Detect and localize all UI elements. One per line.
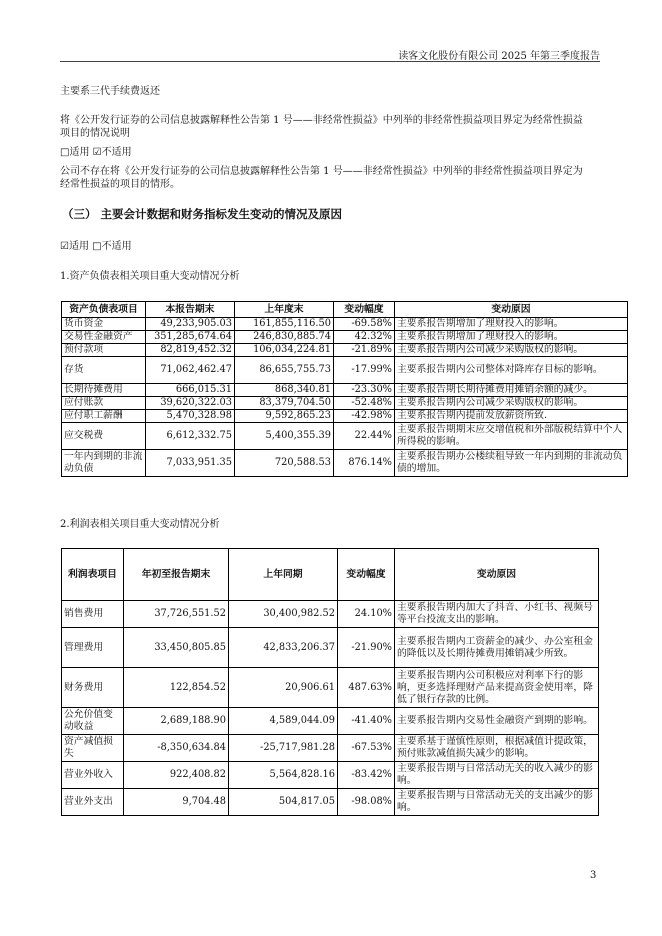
prior-value: -25,717,981.28 xyxy=(229,735,338,762)
current-value: -8,350,634.84 xyxy=(124,735,229,762)
balance-caption: 1.资产负债表相关项目重大变动情况分析 xyxy=(60,271,240,282)
column-header: 年初至报告期末 xyxy=(124,549,229,601)
change-pct: 22.44% xyxy=(334,423,395,450)
prior-value: 868,340.81 xyxy=(235,384,334,397)
table-row xyxy=(62,410,628,423)
table-row xyxy=(62,331,628,344)
item-name: 应付职工薪酬 xyxy=(62,410,146,423)
page-number: 3 xyxy=(590,870,597,881)
current-value: 7,033,951.35 xyxy=(146,450,235,477)
item-name: 营业外支出 xyxy=(62,789,124,816)
table-row xyxy=(62,423,628,450)
item-name: 一年内到期的非流动负债 xyxy=(62,450,146,477)
item-name: 营业外收入 xyxy=(62,762,124,789)
change-pct: -42.98% xyxy=(334,410,395,423)
change-reason: 主要系报告期内交易性金融资产到期的影响。 xyxy=(395,708,599,735)
column-header: 变动原因 xyxy=(395,549,599,601)
change-reason: 主要系报告期与日常活动无关的收入减少的影响。 xyxy=(395,762,599,789)
column-header: 变动幅度 xyxy=(338,549,395,601)
current-value: 9,704.48 xyxy=(124,789,229,816)
prior-value: 504,817.05 xyxy=(229,789,338,816)
current-value: 922,408.82 xyxy=(124,762,229,789)
prior-value: 5,564,828.16 xyxy=(229,762,338,789)
item-name: 资产减值损失 xyxy=(62,735,124,762)
table-row xyxy=(62,344,628,357)
table-row xyxy=(62,318,628,331)
change-pct: 876.14% xyxy=(334,450,395,477)
current-value: 71,062,462.47 xyxy=(146,357,235,384)
item-name: 货币资金 xyxy=(62,318,146,331)
change-pct: -21.90% xyxy=(338,628,395,668)
prior-value: 20,906.61 xyxy=(229,668,338,708)
current-value: 122,854.52 xyxy=(124,668,229,708)
current-value: 6,612,332.75 xyxy=(146,423,235,450)
change-reason: 主要系报告期内提前发放薪资所致. xyxy=(395,410,628,423)
change-reason: 主要系报告期增加了理财投入的影响。 xyxy=(395,331,628,344)
change-reason: 主要系报告期长期待摊费用摊销余额的减少。 xyxy=(395,384,628,397)
current-value: 49,233,905.03 xyxy=(146,318,235,331)
table-row xyxy=(62,735,599,762)
column-header: 资产负债表项目 xyxy=(62,302,146,318)
column-header: 变动原因 xyxy=(395,302,628,318)
table-row xyxy=(62,397,628,410)
table-row xyxy=(62,357,628,384)
prior-value: 86,655,755.73 xyxy=(235,357,334,384)
table-row xyxy=(62,384,628,397)
intro-line-2b: 项目的情况说明 xyxy=(60,128,130,139)
header-divider xyxy=(60,61,600,62)
change-reason: 主要系报告期内公司整体对降库存目标的影响。 xyxy=(395,357,628,384)
table-row xyxy=(62,762,599,789)
item-name: 销售费用 xyxy=(62,601,124,628)
change-pct: -67.53% xyxy=(338,735,395,762)
item-name: 公允价值变动收益 xyxy=(62,708,124,735)
income-caption: 2.利润表相关项目重大变动情况分析 xyxy=(60,519,220,530)
current-value: 2,689,188.90 xyxy=(124,708,229,735)
item-name: 预付款项 xyxy=(62,344,146,357)
prior-value: 5,400,355.39 xyxy=(235,423,334,450)
change-reason: 主要系报告期内加大了抖音、小红书、视频号等平台投流支出的影响。 xyxy=(395,601,599,628)
change-pct: 24.10% xyxy=(338,601,395,628)
change-pct: -41.40% xyxy=(338,708,395,735)
section-options: ☑适用 □不适用 xyxy=(60,241,132,252)
change-reason: 主要系报告期内公司减少采购版权的影响。 xyxy=(395,397,628,410)
current-value: 82,819,452.32 xyxy=(146,344,235,357)
section-title: （三） 主要会计数据和财务指标发生变动的情况及原因 xyxy=(62,207,343,221)
prior-value: 83,379,704.50 xyxy=(235,397,334,410)
change-pct: -69.58% xyxy=(334,318,395,331)
intro-line-2a: 将《公开发行证券的公司信息披露解释性公告第 1 号——非经常性损益》中列举的非经常性损益项目界定为经常性损益 xyxy=(60,115,583,126)
table-row xyxy=(62,708,599,735)
item-name: 财务费用 xyxy=(62,668,124,708)
item-name: 长期待摊费用 xyxy=(62,384,146,397)
change-pct: 487.63% xyxy=(338,668,395,708)
column-header: 上年度末 xyxy=(235,302,334,318)
change-reason: 主要系报告期内公司积极应对利率下行的影响，更多选择理财产品来提高资金使用率，降低了银行存款的比例。 xyxy=(395,668,599,708)
change-pct: -98.08% xyxy=(338,789,395,816)
prior-value: 720,588.53 xyxy=(235,450,334,477)
table-row xyxy=(62,668,599,708)
options-not-applicable: □适用 ☑不适用 xyxy=(60,147,132,158)
table-row xyxy=(62,628,599,668)
change-pct: -52.48% xyxy=(334,397,395,410)
current-value: 5,470,328.98 xyxy=(146,410,235,423)
item-name: 交易性金融资产 xyxy=(62,331,146,344)
table-row xyxy=(62,450,628,477)
item-name: 应付账款 xyxy=(62,397,146,410)
change-pct: -17.99% xyxy=(334,357,395,384)
item-name: 存货 xyxy=(62,357,146,384)
prior-value: 106,034,224.81 xyxy=(235,344,334,357)
column-header: 变动幅度 xyxy=(334,302,395,318)
prior-value: 30,400,982.52 xyxy=(229,601,338,628)
intro-line-3b: 经常性损益的项目的情形。 xyxy=(60,179,180,190)
change-pct: -21.89% xyxy=(334,344,395,357)
column-header: 利润表项目 xyxy=(62,549,124,601)
change-reason: 主要系报告期与日常活动无关的支出减少的影响。 xyxy=(395,789,599,816)
prior-value: 9,592,865.23 xyxy=(235,410,334,423)
balance-sheet-table xyxy=(61,301,628,477)
current-value: 33,450,805.85 xyxy=(124,628,229,668)
column-header: 上年同期 xyxy=(229,549,338,601)
change-reason: 主要系报告期内工资薪金的减少、办公室租金的降低以及长期待摊费用摊销减少所致。 xyxy=(395,628,599,668)
item-name: 应交税费 xyxy=(62,423,146,450)
change-reason: 主要系基于谨慎性原则，根据减值计提政策，预付账款减值损失减少的影响。 xyxy=(395,735,599,762)
prior-value: 42,833,206.37 xyxy=(229,628,338,668)
change-pct: -23.30% xyxy=(334,384,395,397)
prior-value: 161,855,116.50 xyxy=(235,318,334,331)
column-header: 本报告期末 xyxy=(146,302,235,318)
current-value: 351,285,674.64 xyxy=(146,331,235,344)
change-reason: 主要系报告期增加了理财投入的影响。 xyxy=(395,318,628,331)
current-value: 37,726,551.52 xyxy=(124,601,229,628)
change-reason: 主要系报告期内公司减少采购版权的影响。 xyxy=(395,344,628,357)
income-statement-table xyxy=(61,548,599,816)
change-reason: 主要系报告期办公楼续租导致一年内到期的非流动负债的增加。 xyxy=(395,450,628,477)
intro-line-3a: 公司不存在将《公开发行证券的公司信息披露解释性公告第 1 号——非经常性损益》中列举的非经常性损益项目界定为 xyxy=(60,166,583,177)
current-value: 39,620,322.03 xyxy=(146,397,235,410)
report-header: 读客文化股份有限公司 2025 年第三季度报告 xyxy=(398,51,600,62)
change-pct: -83.42% xyxy=(338,762,395,789)
current-value: 666,015.31 xyxy=(146,384,235,397)
table-row xyxy=(62,789,599,816)
change-reason: 主要系报告期期末应交增值税和外部版税结算中个人所得税的影响。 xyxy=(395,423,628,450)
item-name: 管理费用 xyxy=(62,628,124,668)
table-row xyxy=(62,601,599,628)
prior-value: 4,589,044.09 xyxy=(229,708,338,735)
prior-value: 246,830,885.74 xyxy=(235,331,334,344)
change-pct: 42.32% xyxy=(334,331,395,344)
intro-line-1: 主要系三代手续费返还 xyxy=(60,86,160,97)
